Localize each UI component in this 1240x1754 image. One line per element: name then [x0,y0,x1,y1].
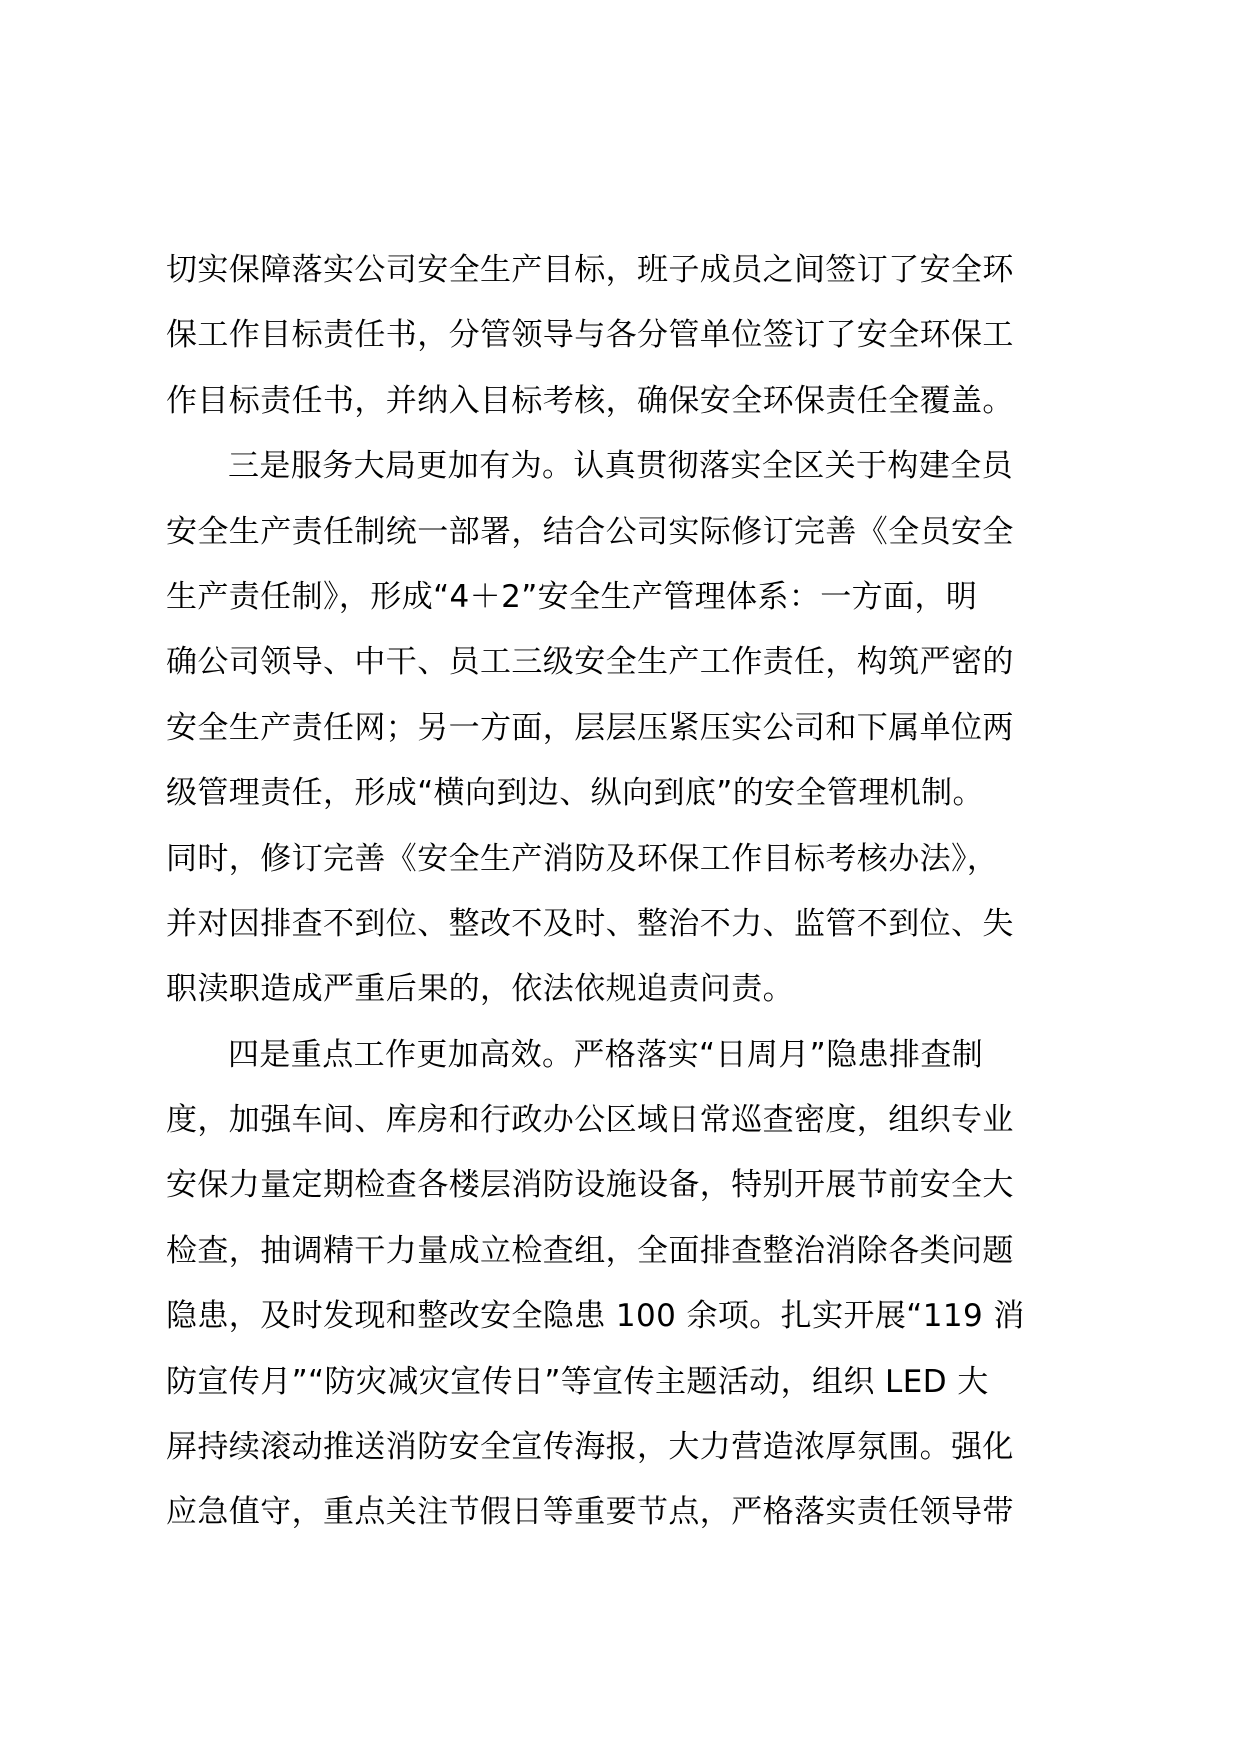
text-line: 四是重点工作更加高效。严格落实“日周月”隐患排查制 [228,1036,984,1073]
text-line: 保工作目标责任书，分管领导与各分管单位签订了安全环保工 [166,317,1014,354]
text-line: 切实保障落实公司安全生产目标，班子成员之间签订了安全环 [166,252,1014,288]
text-line: 三是服务大局更加有为。认真贯彻落实全区关于构建全员 [228,448,1013,485]
text-line: 屏持续滚动推送消防安全宣传海报，大力营造浓厚氛围。强化 [166,1429,1014,1466]
text-line: 隐患，及时发现和整改安全隐患 100 余项。扎实开展“119 消 [166,1298,1025,1335]
text-line: 安保力量定期检查各楼层消防设施设备，特别开展节前安全大 [166,1167,1014,1204]
text-line: 应急值守，重点关注节假日等重要节点，严格落实责任领导带 [166,1494,1014,1531]
body-text [166,238,1086,1546]
text-line: 生产责任制》，形成“4＋2”安全生产管理体系：一方面，明 [166,578,978,615]
text-line: 检查，抽调精干力量成立检查组，全面排查整治消除各类问题 [166,1232,1014,1269]
text-line: 作目标责任书，并纳入目标考核，确保安全环保责任全覆盖。 [166,382,1014,419]
text-line: 级管理责任，形成“横向到边、纵向到底”的安全管理机制。 [166,775,984,812]
text-line: 确公司领导、中干、员工三级安全生产工作责任，构筑严密的 [166,644,1014,681]
text-line: 度，加强车间、库房和行政办公区域日常巡查密度，组织专业 [166,1102,1014,1139]
text-line: 并对因排查不到位、整改不及时、整治不力、监管不到位、失 [166,905,1014,942]
text-line: 同时，修订完善《安全生产消防及环保工作目标考核办法》， [166,840,999,877]
text-line: 职渎职造成严重后果的，依法依规追责问责。 [166,971,794,1008]
text-line: 安全生产责任网；另一方面，层层压紧压实公司和下属单位两 [166,709,1014,746]
text-line: 安全生产责任制统一部署，结合公司实际修订完善《全员安全 [166,513,1014,550]
text-line: 防宣传月”“防灾减灾宣传日”等宣传主题活动，组织 LED 大 [166,1363,989,1400]
